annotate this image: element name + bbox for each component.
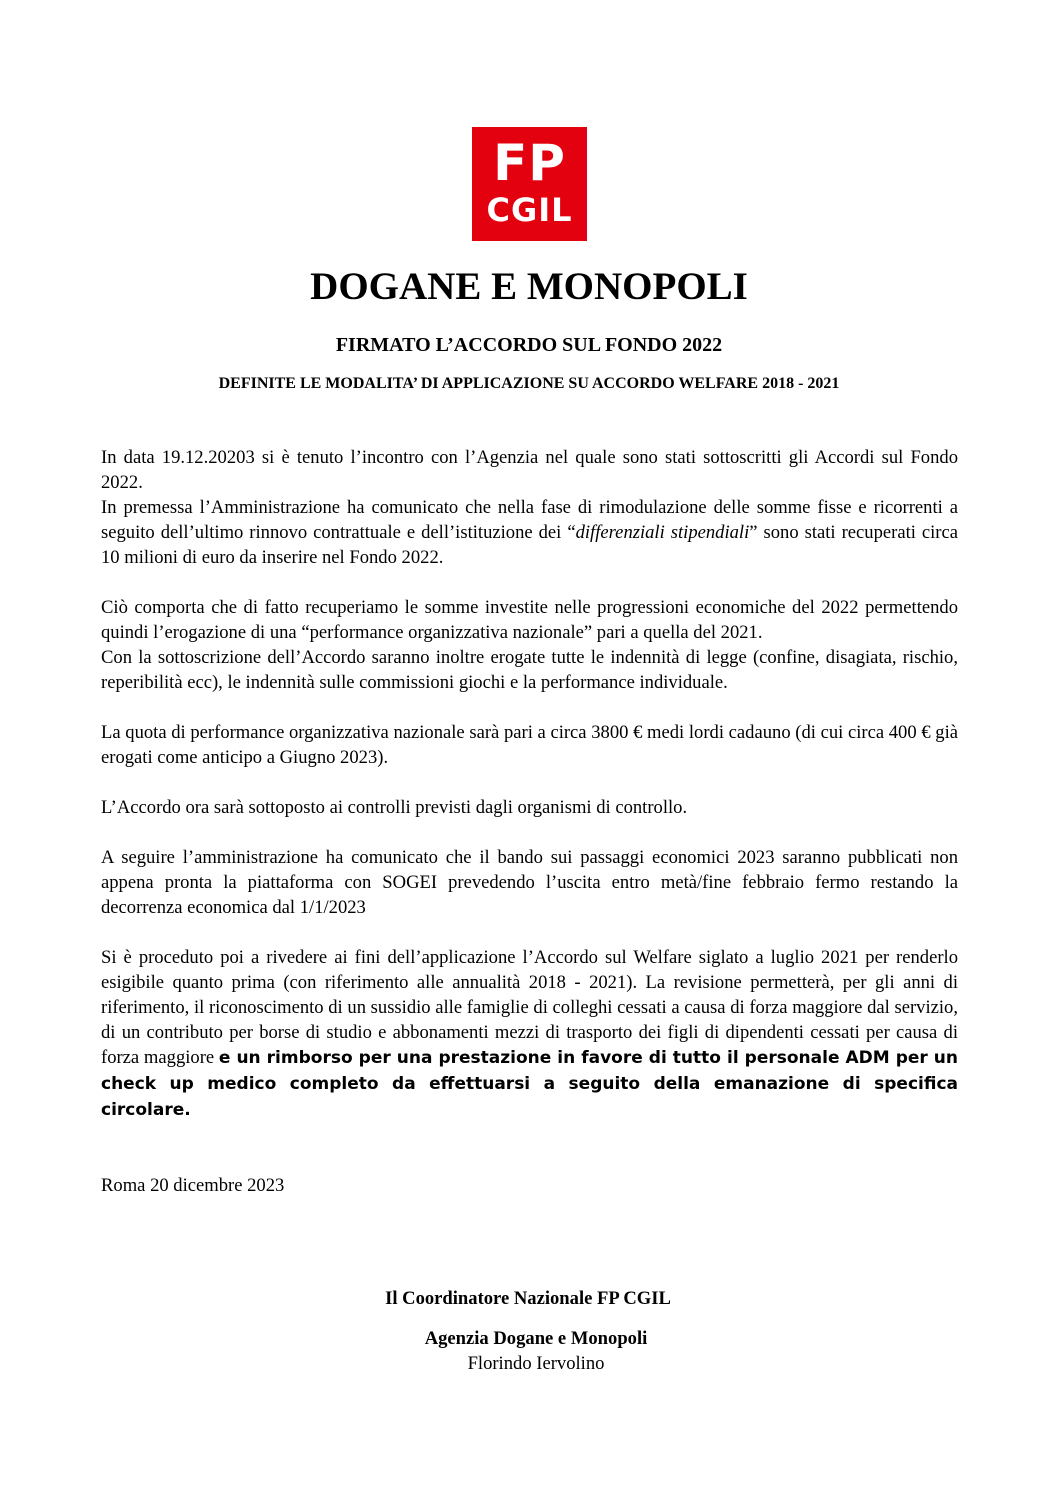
signature-organization: Agenzia Dogane e Monopoli bbox=[424, 1328, 648, 1349]
paragraph-meeting: In data 19.12.20203 si è tenuto l’incontro con l’Agenzia nel quale sono stati sottoscritti gli Accordi sul Fondo 2022. bbox=[101, 447, 958, 493]
paragraph-premise-text-a: In premessa l’Amministrazione ha comunicato che nella fase di rimodulazione delle somme fisse e ricorrenti a seguito dell’ultimo rinnovo contrattuale e dell’istituzione dei “ bbox=[101, 497, 958, 543]
paragraph-recovery: Ciò comporta che di fatto recuperiamo le somme investite nelle progressioni economiche del 2022 permettendo quindi l’erogazione di una “performance organizzativa nazionale” pari a quella del 2021. bbox=[101, 597, 958, 643]
signature-block bbox=[0, 1286, 1058, 1376]
page-title: DOGANE E MONOPOLI bbox=[310, 265, 748, 308]
document-body bbox=[101, 445, 958, 1198]
paragraph-premise-italic: differenziali stipendiali bbox=[575, 522, 750, 543]
signature-role: Il Coordinatore Nazionale FP CGIL bbox=[385, 1288, 671, 1309]
paragraph-welfare-bold: e un rimborso per una prestazione in favore di tutto il personale ADM per un check up medico completo da effettuarsi a seguito della emanazione di specifica circolare. bbox=[101, 1048, 958, 1120]
signature-name: Florindo Iervolino bbox=[467, 1353, 605, 1374]
paragraph-indemnities: Con la sottoscrizione dell’Accordo saranno inoltre erogate tutte le indennità di legge (confine, disagiata, rischio, reperibilità ecc), le indennità sulle commissioni giochi e la performance individuale. bbox=[101, 647, 958, 693]
paragraph-premise bbox=[101, 495, 958, 570]
place-date: Roma 20 dicembre 2023 bbox=[101, 1175, 285, 1196]
paragraph-premise-text-b: ” sono stati recuperati circa 10 milioni di euro da inserire nel Fondo 2022. bbox=[101, 522, 959, 568]
paragraph-controls: L’Accordo ora sarà sottoposto ai controlli previsti dagli organismi di controllo. bbox=[101, 797, 688, 818]
subtitle-fondo: FIRMATO L’ACCORDO SUL FONDO 2022 bbox=[335, 334, 723, 356]
subtitle-welfare: DEFINITE LE MODALITA’ DI APPLICAZIONE SU ACCORDO WELFARE 2018 - 2021 bbox=[218, 375, 840, 392]
fp-cgil-logo bbox=[472, 127, 587, 241]
logo-text-cgil: CGIL bbox=[486, 191, 573, 229]
logo-text-fp: FP bbox=[493, 134, 566, 192]
paragraph-bando: A seguire l’amministrazione ha comunicato che il bando sui passaggi economici 2023 saranno pubblicati non appena pronta la piattaforma con SOGEI prevedendo l’uscita entro metà/fine febbraio fermo restando la decorrenza economica dal 1/1/2023 bbox=[101, 847, 958, 918]
paragraph-welfare bbox=[101, 945, 958, 1123]
paragraph-welfare-text: Si è proceduto poi a rivedere ai fini dell’applicazione l’Accordo sul Welfare siglato a luglio 2021 per renderlo esigibile quanto prima (con riferimento alle annualità 2018 - 2021). La revisione permetterà, per gli anni di riferimento, il riconoscimento di un sussidio alle famiglie di colleghi cessati a causa di forza maggiore dal servizio, di un contributo per borse di studio e abbonamenti mezzi di trasporto dei figli di dipendenti cessati per causa di forza maggiore bbox=[101, 947, 958, 1068]
paragraph-quota: La quota di performance organizzativa nazionale sarà pari a circa 3800 € medi lordi cadauno (di cui circa 400 € già erogati come anticipo a Giugno 2023). bbox=[101, 722, 958, 768]
